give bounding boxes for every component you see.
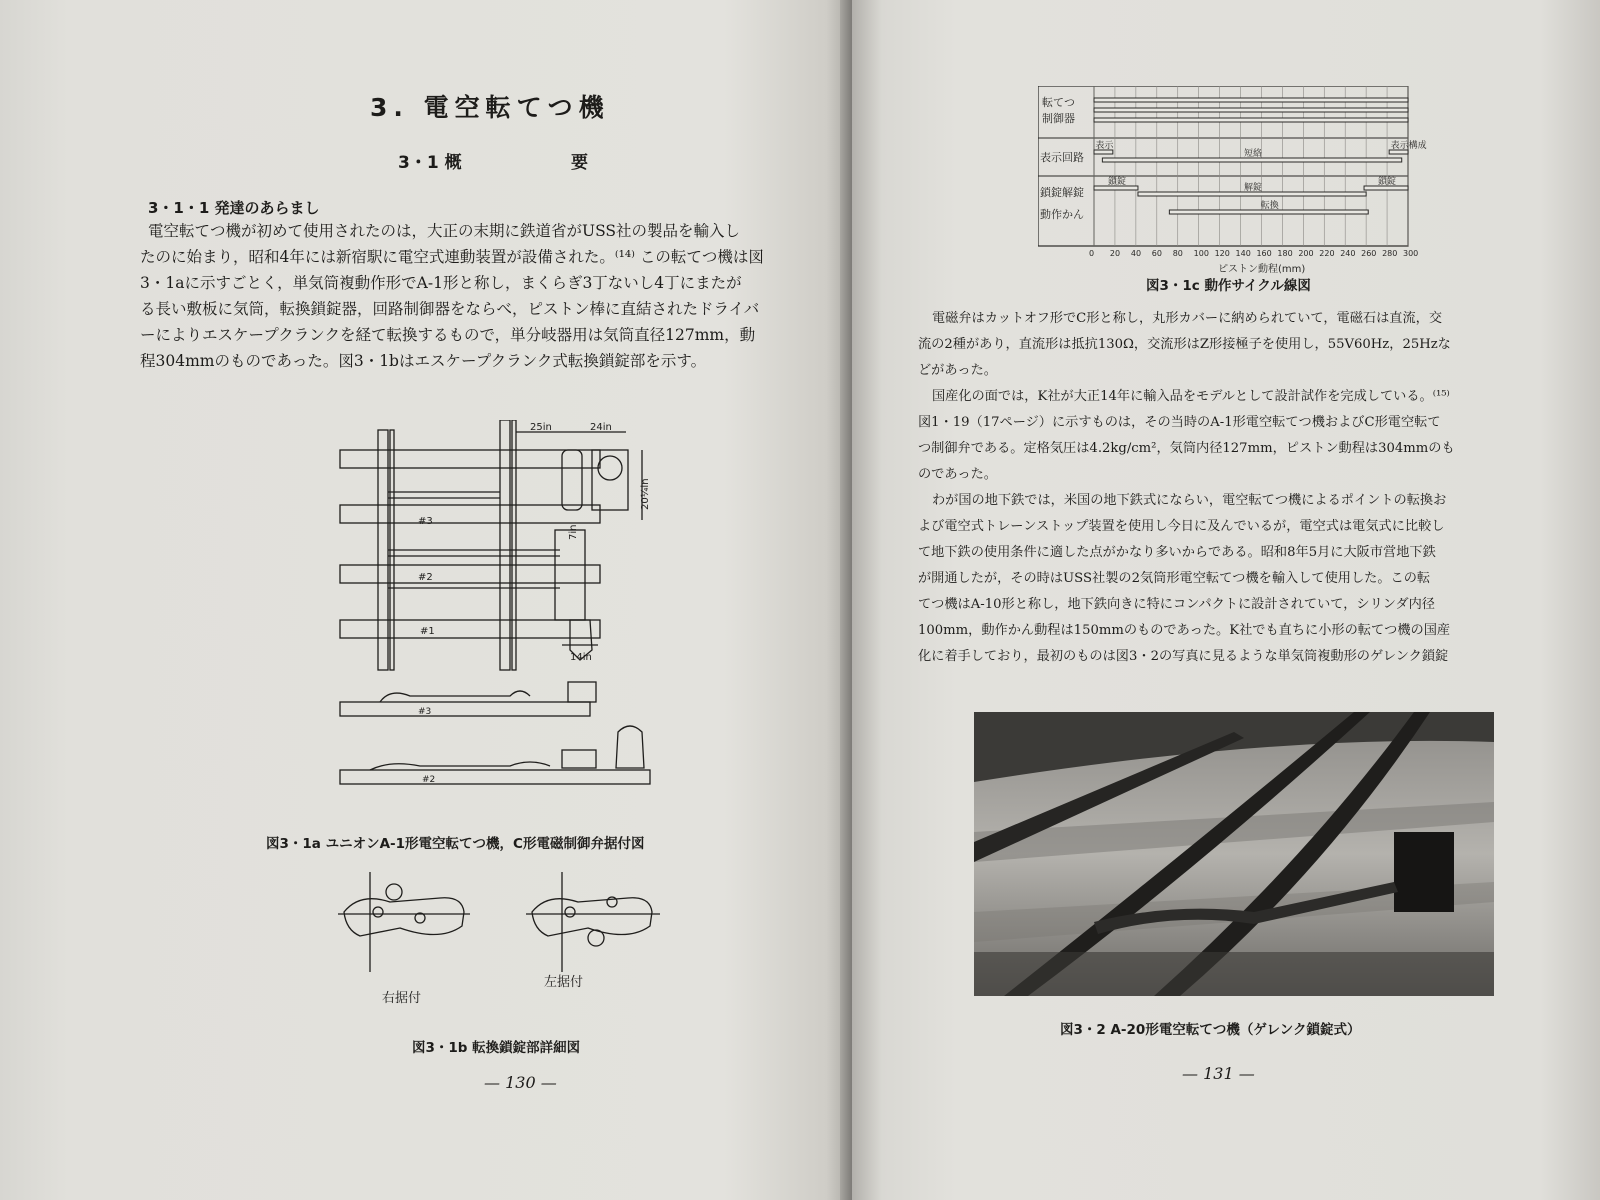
x-tick-label: 60	[1151, 249, 1162, 258]
body-line: ーによりエスケープクランクを経て転換するもので，単分岐器用は気筒直径127mm，動	[140, 326, 756, 344]
body-line: たのに始まり，昭和4年には新宿駅に電空式連動装置が設備された。⁽¹⁴⁾ この転てつ機は図	[140, 248, 764, 266]
x-tick-label: 180	[1277, 249, 1293, 258]
x-tick-label: 0	[1089, 249, 1095, 258]
body-line: 電磁弁はカットオフ形でC形と称し，丸形カバーに納められていて，電磁石は直流，交	[932, 311, 1443, 326]
body-line: 図1・19（17ページ）に示すものは，その当時のA-1形電空転てつ機およびC形電空転て	[918, 415, 1441, 430]
cycle-bar-label: 転換	[1260, 201, 1279, 211]
tie	[340, 450, 600, 468]
dim-label: 20¼in	[640, 478, 651, 510]
figure-3-1a-drawing	[330, 420, 680, 800]
x-axis-label: ピストン動程(mm)	[1218, 264, 1306, 275]
rail	[500, 420, 510, 670]
photo-image	[974, 712, 1494, 996]
x-tick-label: 200	[1298, 249, 1314, 258]
dim-label: 7in	[568, 524, 579, 540]
right-page	[852, 0, 1600, 1200]
side-view-label: #3	[418, 707, 432, 717]
right-mount-label: 右据付	[382, 991, 422, 1006]
side-view-label: #2	[422, 775, 436, 785]
tie	[340, 565, 600, 583]
body-line: て地下鉄の使用条件に適した点がかなり多いからである。昭和8年5月に大阪市営地下鉄	[918, 545, 1436, 560]
x-tick-label: 40	[1130, 249, 1142, 258]
cycle-bar-label: 短絡	[1244, 149, 1263, 159]
rail	[378, 430, 388, 670]
body-line: 化に着手しており，最初のものは図3・2の写真に見るような単気筒複動形のゲレンク鎖錠	[918, 649, 1449, 664]
row-label: 転てつ	[1042, 96, 1075, 109]
figure-3-2-caption: 図3・2 A-20形電空転てつ機（ゲレンク鎖錠式）	[1060, 1022, 1361, 1038]
page-number-130: — 130 —	[484, 1073, 557, 1092]
left-body-text	[140, 218, 820, 374]
tie-label: #2	[418, 572, 433, 583]
section-title	[398, 148, 588, 173]
tie-label: #1	[420, 626, 435, 637]
x-tick-label: 160	[1256, 249, 1272, 258]
dim-label: 14in	[570, 652, 592, 663]
figure-3-1c-caption: 図3・1c 動作サイクル線図	[1146, 278, 1311, 294]
tie-label: #3	[418, 516, 433, 527]
tie	[340, 620, 600, 638]
cycle-bar-label: 解錠	[1244, 183, 1263, 193]
x-tick-label: 120	[1214, 249, 1230, 258]
subsection-title: 3・1・1 発達のあらまし	[148, 199, 320, 217]
row-label: 鎖錠解錠	[1040, 186, 1084, 199]
x-tick-label: 260	[1361, 249, 1377, 258]
chart-bars	[1094, 98, 1427, 214]
right-body-text	[918, 306, 1528, 670]
cycle-bar-label: 表示構成	[1390, 141, 1427, 151]
body-line: る長い敷板に気筒，転換鎖錠器，回路制御器をならべ，ピストン棒に直結されたドライバ	[140, 300, 760, 318]
tie	[340, 505, 600, 523]
body-line: 国産化の面では，K社が大正14年に輸入品をモデルとして設計試作を完成している。⁽¹⁵⁾	[932, 389, 1450, 404]
section-heading: 要	[571, 153, 588, 173]
body-line: つ制御弁である。定格気圧は4.2kg/cm²，気筒内径127mm，ピストン動程は304mmのも	[918, 441, 1455, 456]
x-tick-label: 240	[1340, 249, 1356, 258]
figure-3-1c-chart	[1038, 86, 1438, 276]
section-number: 3・1 概	[398, 153, 462, 173]
x-tick-label: 100	[1193, 249, 1209, 258]
body-line: どがあった。	[918, 363, 997, 378]
body-line: てつ機はA-10形と称し，地下鉄向きに特にコンパクトに設計されていて，シリンダ内径	[918, 597, 1435, 612]
left-mount-label: 左据付	[544, 975, 584, 990]
cycle-bar	[1094, 108, 1408, 112]
figure-3-1a-caption: 図3・1a ユニオンA-1形電空転てつ機，C形電磁制御弁据付図	[266, 836, 645, 852]
body-line: のであった。	[918, 467, 997, 482]
body-line: わが国の地下鉄では，米国の地下鉄式にならい，電空転てつ機によるポイントの転換お	[932, 493, 1447, 508]
cycle-bar	[1094, 118, 1408, 122]
row-label: 制御器	[1042, 112, 1075, 125]
x-tick-label: 280	[1382, 249, 1398, 258]
x-tick-label: 20	[1109, 249, 1121, 258]
row-label: 表示回路	[1040, 151, 1084, 164]
rail	[512, 420, 516, 670]
body-line: 3・1aに示すごとく，単気筒複動作形でA-1形と称し，まくらぎ3丁ないし4丁にまたが	[140, 274, 742, 292]
cycle-bar-label: 表示	[1095, 141, 1114, 151]
x-tick-label: 80	[1172, 249, 1183, 258]
dim-label: 25in	[530, 422, 552, 433]
cycle-bar-label: 鎖錠	[1107, 177, 1126, 187]
cycle-bar-label: 鎖錠	[1378, 177, 1397, 187]
x-tick-label: 220	[1319, 249, 1335, 258]
body-line: 流の2種があり，直流形は抵抗130Ω，交流形はZ形接極子を使用し，55V60Hz，25Hzな	[918, 337, 1451, 352]
cycle-bar	[1094, 98, 1408, 102]
row-label: 動作かん	[1040, 208, 1084, 221]
chapter-title: 3. 電空転てつ機	[370, 93, 610, 122]
body-line: が開通したが，その時はUSS社製の2気筒形電空転てつ機を輸入して使用した。この転	[918, 571, 1431, 586]
figure-3-1b-drawing	[330, 862, 700, 1022]
figure-3-1b-caption: 図3・1b 転換鎖錠部詳細図	[412, 1040, 581, 1056]
x-tick-label: 140	[1235, 249, 1251, 258]
dim-label: 24in	[590, 422, 612, 433]
body-line: 程304mmのものであった。図3・1bはエスケープクランク式転換鎖錠部を示す。	[140, 352, 707, 370]
body-line: よび電空式トレーンストップ装置を使用し今日に及んでいるが，電空式は電気式に比較し	[918, 519, 1445, 534]
body-line: 100mm，動作かん動程は150mmのものであった。K社でも直ちに小形の転てつ機の国産	[918, 623, 1451, 638]
chart-ticks	[1089, 249, 1418, 258]
figure-3-2-photo	[974, 712, 1494, 996]
page-number-131: — 131 —	[1182, 1064, 1255, 1083]
body-line: 電空転てつ機が初めて使用されたのは，大正の末期に鉄道省がUSS社の製品を輸入し	[148, 222, 741, 240]
x-tick-label: 300	[1403, 249, 1419, 258]
